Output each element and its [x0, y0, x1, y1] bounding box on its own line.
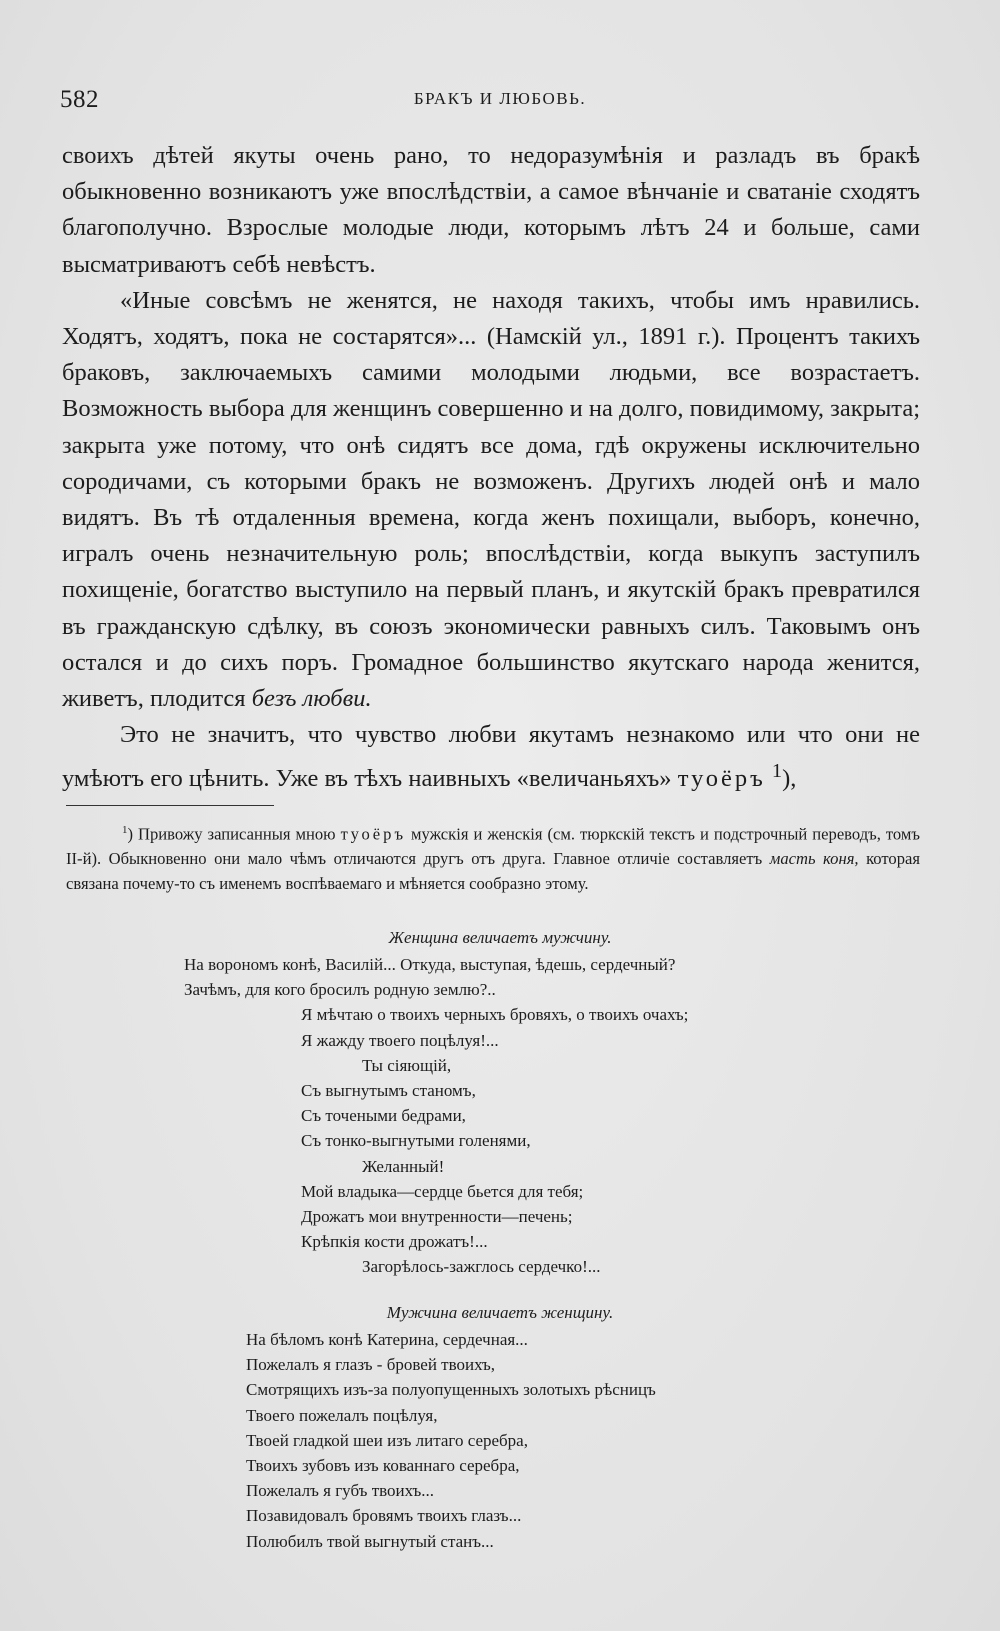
verse-line: Пожелалъ я губъ твоихъ... [246, 1481, 435, 1501]
verse-line: Ты сіяющій, [362, 1055, 452, 1075]
poem-2 [246, 1327, 656, 1554]
verse-line: Съ тонко-выгнутыми голенями, [301, 1131, 531, 1151]
verse-line: Твоего пожелалъ поцѣлуя, [246, 1405, 438, 1425]
footnote [66, 818, 920, 897]
paragraph-1: своихъ дѣтей якуты очень рано, то недоразумѣнія и разладъ въ бракѣ обыкновенно возникаютъ уже впослѣдствіи, а самое вѣнчаніе и сватаніе сходятъ благополучно. Взрослые молодые люди, которымъ лѣтъ 24 и больше, сами высматриваютъ себѣ невѣстъ. [62, 142, 920, 278]
verse-line: Позавидовалъ бровямъ твоихъ глазъ... [246, 1506, 522, 1526]
verse-line: Пожелалъ я глазъ - бровей твоихъ, [246, 1355, 496, 1375]
footnote-mark: 1 [122, 824, 128, 836]
page-number: 582 [60, 86, 99, 113]
verse-line: Съ точеными бедрами, [301, 1106, 466, 1126]
verse-line: Мой владыка—сердце бьется для тебя; [301, 1181, 584, 1201]
running-head: БРАКЪ И ЛЮБОВЬ. [413, 89, 587, 108]
footnote-open: ) Привожу записанныя мною [127, 824, 336, 844]
footnote-end: которая связана почему-то съ именемъ воспѣваемаго и мѣняется сообразно этому. [66, 849, 920, 894]
paragraph-2 [62, 283, 920, 717]
footnote-spaced-word: туоёръ [340, 824, 407, 844]
verse-line: Твоихъ зубовъ изъ кованнаго серебра, [246, 1455, 520, 1475]
verse-line: Дрожатъ мои внутренности—печень; [301, 1206, 573, 1226]
paragraph-3-text: Это не значитъ, что чувство любви якутамъ незнакомо или что они не умѣютъ его цѣнить. Уже въ тѣхъ наивныхъ «величаньяхъ» [62, 721, 920, 793]
main-text [62, 138, 920, 798]
verse-line: Съ выгнутымъ станомъ, [301, 1080, 476, 1100]
verse-line: Смотрящихъ изъ-за полуопущенныхъ золотыхъ рѣсницъ [246, 1380, 656, 1400]
verse-line: Загорѣлось-зажглось сердечко!... [362, 1257, 601, 1277]
verse-line: На бѣломъ конѣ Катерина, сердечная... [246, 1330, 528, 1349]
footnote-text [66, 818, 920, 897]
verse-line: Твоей гладкой шеи изъ литаго серебра, [246, 1430, 528, 1450]
footnote-reference: 1 [771, 760, 783, 783]
paragraph-3-end: ), [782, 765, 797, 793]
footnote-divider [66, 805, 274, 806]
verse-line: Я жажду твоего поцѣлуя!... [301, 1030, 499, 1050]
page-header [60, 86, 940, 116]
poem-1 [184, 952, 688, 1279]
paragraph-2-emphasis: безъ любви. [251, 685, 372, 713]
verse-line: Я мѣчтаю о твоихъ черныхъ бровяхъ, о твоихъ очахъ; [301, 1005, 689, 1025]
paragraph-3-spaced-word: туоёръ [677, 765, 766, 793]
verse-line: На ворономъ конѣ, Василій... Откуда, выступая, ѣдешь, сердечный? [184, 955, 676, 974]
verse-line: Желанный! [362, 1156, 445, 1176]
footnote-emphasis: масть коня, [769, 849, 859, 869]
verse-line: Крѣпкія кости дрожатъ!... [301, 1232, 488, 1252]
paragraph-2-text: «Иные совсѣмъ не женятся, не находя такихъ, чтобы имъ нравились. Ходятъ, ходятъ, пока не состарятся»... (Намскій ул., 1891 г.). Процентъ такихъ браковъ, заключаемыхъ самими молодыми людьми, все возрастаетъ. Возможность выбора для женщинъ совершенно и на долго, повидимому, закрыта; закрыта уже потому, что онѣ сидятъ все дома, гдѣ окружены исключительно сородичами, съ которыми бракъ не возможенъ. Другихъ людей онѣ и мало видятъ. Въ тѣ отдаленныя времена, когда женъ похищали, выборъ, конечно, игралъ очень незначительную роль; впослѣдствіи, когда выкупъ заступилъ похищеніе, богатство выступило на первый планъ, и якутскій бракъ превратился въ гражданскую сдѣлку, въ союзъ экономически равныхъ силъ. Таковымъ онъ остался и до сихъ поръ. Громадное большинство якутскаго народа женится, живетъ, плодится [62, 286, 920, 713]
verse-line: Полюбилъ твой выгнутый станъ... [246, 1531, 494, 1551]
verse-line: Зачѣмъ, для кого бросилъ родную землю?.. [184, 980, 496, 1000]
paragraph-3 [62, 717, 920, 798]
footnote-mid: мужскія и женскія (см. тюркскій текстъ и подстрочный переводъ, томъ II-й). Обыкновенно они мало чѣмъ отличаются другъ отъ друга. Главное отличіе составляетъ [66, 824, 920, 869]
poem-1-title: Женщина величаетъ мужчину. [388, 928, 612, 947]
poem-2-title: Мужчина величаетъ женщину. [386, 1303, 614, 1322]
